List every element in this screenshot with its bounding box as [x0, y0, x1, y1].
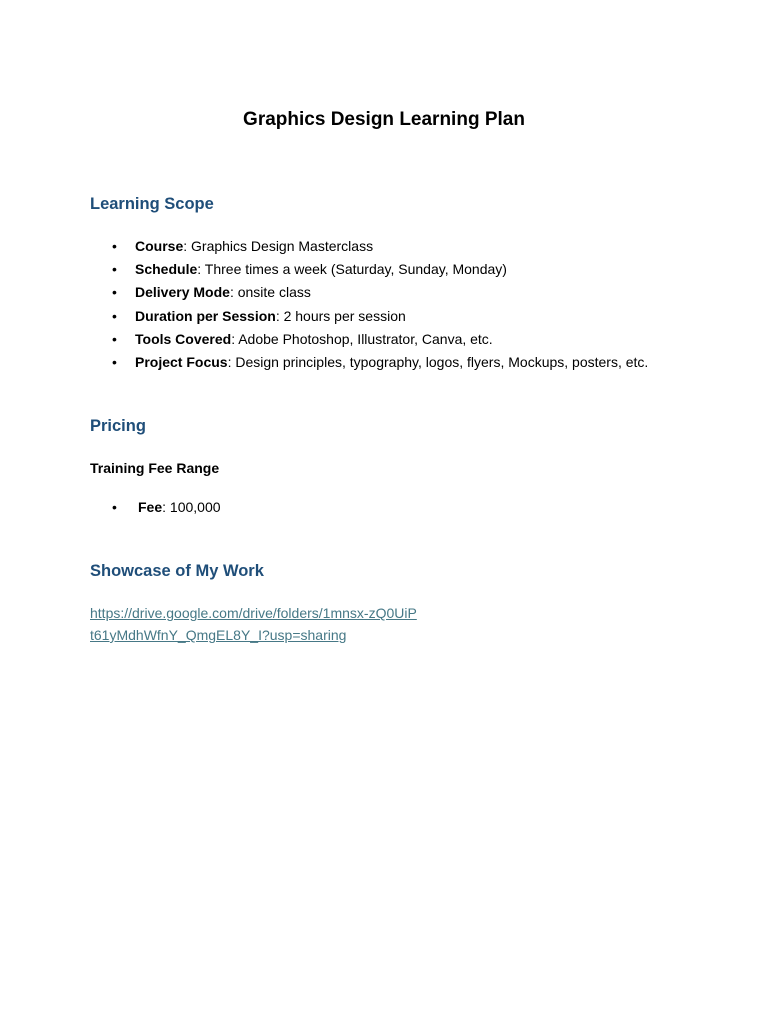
item-label: Tools Covered: [135, 330, 232, 347]
item-value: : onsite class: [229, 284, 311, 301]
fee-list: [90, 496, 221, 519]
learning-scope-heading: Learning Scope: [90, 195, 214, 213]
item-value: : Adobe Photoshop, Illustrator, Canva, etc.: [231, 330, 493, 347]
item-value: : Three times a week (Saturday, Sunday, Monday): [197, 261, 507, 278]
list-item: [90, 235, 648, 258]
bullet-icon: •: [112, 307, 117, 324]
list-item: [90, 328, 648, 351]
item-value: : Design principles, typography, logos, flyers, Mockups, posters, etc.: [227, 353, 649, 370]
showcase-heading: Showcase of My Work: [90, 562, 264, 580]
bullet-icon: •: [112, 238, 117, 254]
item-value: : 100,000: [162, 499, 221, 515]
item-value: : Graphics Design Masterclass: [183, 238, 374, 254]
training-fee-subheading: Training Fee Range: [90, 460, 220, 476]
bullet-icon: •: [112, 261, 117, 278]
pricing-heading: Pricing: [90, 417, 146, 435]
bullet-icon: •: [112, 499, 117, 515]
bullet-icon: •: [112, 284, 117, 301]
item-value: : 2 hours per session: [275, 307, 406, 324]
item-label: Course: [135, 238, 184, 254]
list-item: [90, 305, 648, 328]
list-item: [90, 496, 221, 519]
list-item: [90, 281, 648, 304]
document-title: Graphics Design Learning Plan: [243, 109, 525, 130]
item-label: Duration per Session: [135, 307, 276, 324]
bullet-icon: •: [112, 353, 117, 370]
item-label: Project Focus: [135, 353, 228, 370]
learning-scope-list: [90, 235, 648, 374]
item-label: Delivery Mode: [135, 284, 230, 301]
item-label: Schedule: [135, 261, 198, 278]
list-item: [90, 351, 648, 374]
drive-folder-link[interactable]: https://drive.google.com/drive/folders/1mnsx-zQ0UiPt61yMdhWfnY_QmgEL8Y_I?usp=sharing: [90, 605, 417, 643]
item-label: Fee: [138, 499, 163, 515]
bullet-icon: •: [112, 330, 117, 347]
list-item: [90, 258, 648, 281]
